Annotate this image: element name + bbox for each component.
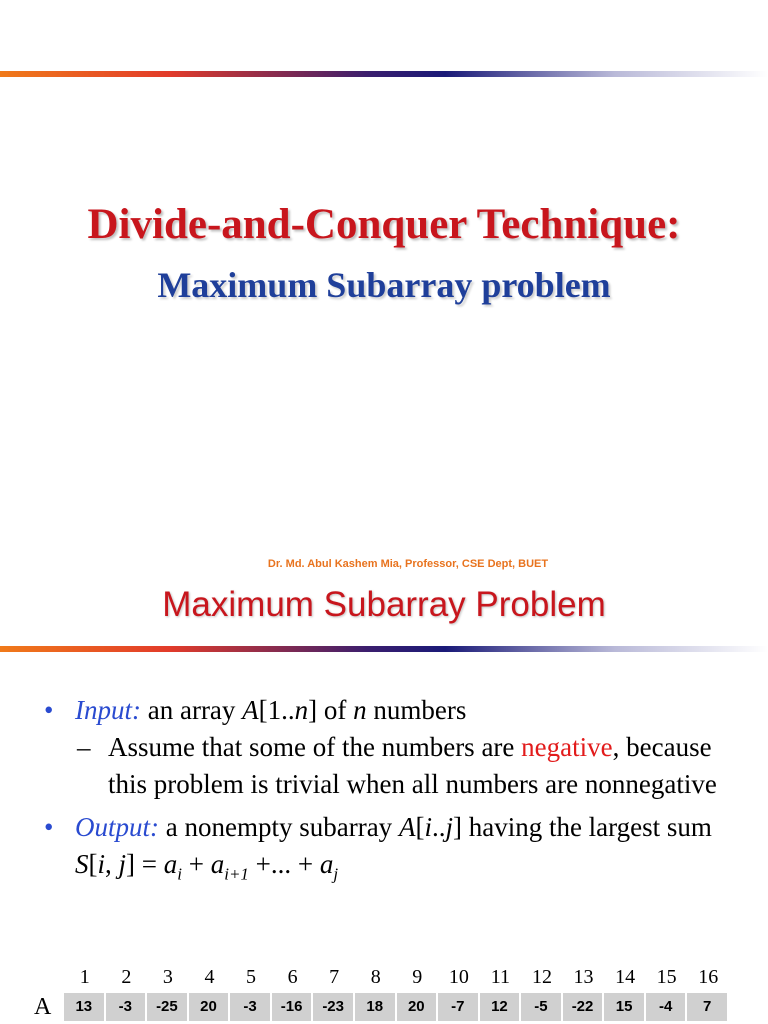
array-index: 4: [204, 966, 215, 988]
array-index: 3: [162, 966, 173, 988]
array-cell: -25: [147, 993, 189, 1021]
array-index: 16: [698, 966, 719, 988]
array-cell: 20: [189, 993, 231, 1021]
array-cell: -16: [272, 993, 314, 1021]
bullet-dot-icon: •: [44, 812, 54, 842]
dash-icon: –: [77, 732, 91, 762]
negative-word: negative: [521, 732, 613, 762]
array-index: 2: [121, 966, 132, 988]
array-cell: 12: [480, 993, 522, 1021]
array-cell: 13: [64, 993, 106, 1021]
array-values: [64, 993, 729, 1021]
bullet-dot-icon: •: [44, 695, 54, 725]
slide1-subtitle: Maximum Subarray problem: [157, 265, 611, 305]
array-index: 9: [412, 966, 423, 988]
middle-gradient-bar: [0, 646, 768, 652]
array-cell: -3: [230, 993, 272, 1021]
array-cell: 15: [604, 993, 646, 1021]
slide1-title: Divide-and-Conquer Technique:: [87, 201, 681, 248]
array-index: 11: [490, 966, 511, 988]
array-cell: 20: [397, 993, 439, 1021]
array-index: 8: [370, 966, 381, 988]
array-index: 1: [79, 966, 90, 988]
array-cell: -22: [563, 993, 605, 1021]
array-index: 7: [329, 966, 340, 988]
top-gradient-bar: [0, 71, 768, 77]
array-cell: -23: [313, 993, 355, 1021]
array-index: 10: [448, 966, 469, 988]
sub-bullet-assume: – Assume that some of the numbers are negative, because this problem is trivial when all numbers are nonnegative: [44, 729, 744, 803]
array-cell: 7: [687, 993, 729, 1021]
array-cell: -4: [646, 993, 688, 1021]
array-cell: 18: [355, 993, 397, 1021]
array-indices: [64, 966, 729, 990]
array-cell: -7: [438, 993, 480, 1021]
array-label: A: [34, 994, 52, 1020]
array-index: 6: [287, 966, 298, 988]
slide1-footer: Dr. Md. Abul Kashem Mia, Professor, CSE Dept, BUET: [267, 558, 549, 570]
array-cell: -3: [106, 993, 148, 1021]
array-index: 5: [246, 966, 257, 988]
slide2-title: Maximum Subarray Problem: [162, 585, 606, 624]
slide2-content: [44, 692, 744, 883]
bullet-output: • Output: a nonempty subarray A[i..j] having the largest sum S[i, $j] = a_i + a_{i+1}$ +... + $a_j$: [44, 809, 744, 883]
array-cell: -5: [521, 993, 563, 1021]
array-index: 15: [656, 966, 677, 988]
bullet-input: • Input: an array A[1..n] of n numbers: [44, 692, 744, 729]
array-index: 12: [531, 966, 552, 988]
array-index: 13: [573, 966, 594, 988]
array-index: 14: [615, 966, 636, 988]
